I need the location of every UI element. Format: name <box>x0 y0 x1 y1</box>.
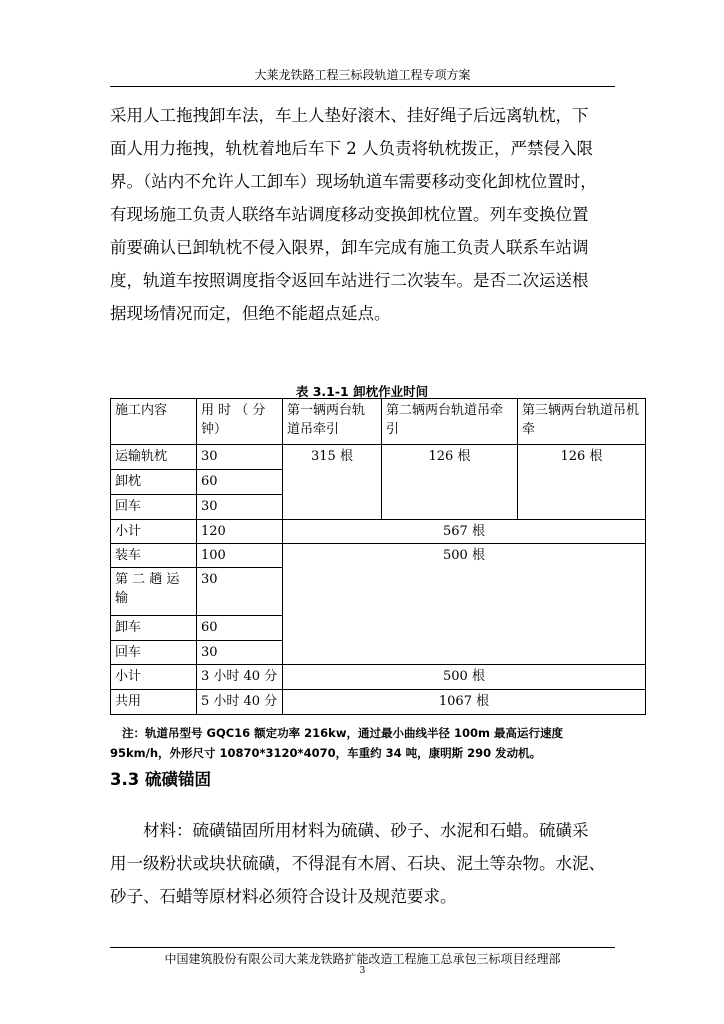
task-cell: 回车 <box>111 641 197 665</box>
section-title: 硫磺锚固 <box>144 770 211 789</box>
task-cell: 共用 <box>111 690 197 715</box>
table-header-row <box>111 399 646 445</box>
text-line: 界。（站内不允许人工卸车）现场轨道车需要移动变化卸枕位置时， <box>110 172 597 191</box>
task-cell: 小计 <box>111 520 197 544</box>
time-cell: 60 <box>197 470 283 495</box>
time-cell: 30 <box>197 445 283 470</box>
time-cell: 30 <box>197 568 283 616</box>
task-cell: 卸车 <box>111 616 197 641</box>
header-cell: 第二辆两台轨道吊牵引 <box>382 399 518 445</box>
footer-divider <box>110 947 615 948</box>
section-heading <box>110 766 211 790</box>
time-cell: 100 <box>197 544 283 568</box>
time-cell: 120 <box>197 520 283 544</box>
note-line: 95km/h，外形尺寸 10870*3120*4070，车重约 34 吨，康明斯 290 发动机。 <box>110 746 542 760</box>
header-cell: 第三辆两台轨道吊机牵 <box>518 399 646 445</box>
page-header: 大莱龙铁路工程三标段轨道工程专项方案 <box>254 68 471 82</box>
task-cell: 卸枕 <box>111 470 197 495</box>
page-footer: 中国建筑股份有限公司大莱龙铁路扩能改造工程施工总承包三标项目经理部 <box>164 952 561 966</box>
count-cell: 500 根 <box>283 544 646 665</box>
material-paragraph <box>110 814 620 913</box>
text-line: 据现场情况而定，但绝不能超点延点。 <box>110 304 391 323</box>
table-row <box>111 520 646 544</box>
unloading-time-table <box>110 398 646 715</box>
header-cell: 第一辆两台轨道吊牵引 <box>283 399 382 445</box>
table-row <box>111 544 646 568</box>
note-line: 注：轨道吊型号 GQC16 额定功率 216kw，通过最小曲线半径 100m 最高运行速度 <box>122 726 563 740</box>
header-divider <box>110 86 615 87</box>
time-cell: 60 <box>197 616 283 641</box>
time-cell: 3 小时 40 分 <box>197 665 283 690</box>
text-line: 有现场施工负责人联络车站调度移动变换卸枕位置。列车变换位置 <box>110 205 589 224</box>
task-cell: 小计 <box>111 665 197 690</box>
task-cell: 装车 <box>111 544 197 568</box>
task-cell: 第 二 趟 运输 <box>111 568 197 616</box>
text-line: 采用人工拖拽卸车法，车上人垫好滚木、挂好绳子后远离轨枕，下 <box>110 106 589 125</box>
header-cell: 施工内容 <box>111 399 197 445</box>
subtotal-cell: 567 根 <box>283 520 646 544</box>
text-line: 面人用力拖拽，轨枕着地后车下 2 人负责将轨枕拨正，严禁侵入限 <box>110 139 593 158</box>
count-cell: 126 根 <box>382 445 518 520</box>
text-line: 前要确认已卸轨枕不侵入限界，卸车完成有施工负责人联系车站调 <box>110 238 589 257</box>
count-cell: 315 根 <box>283 445 382 520</box>
subtotal-cell: 500 根 <box>283 665 646 690</box>
intro-paragraph <box>110 99 620 330</box>
time-cell: 30 <box>197 641 283 665</box>
header-cell: 用 时 （ 分钟） <box>197 399 283 445</box>
page-number: 3 <box>359 966 366 976</box>
text-line: 度，轨道车按照调度指令返回车站进行二次装车。是否二次运送根 <box>110 271 589 290</box>
table-note <box>110 723 635 763</box>
time-cell: 30 <box>197 495 283 520</box>
table-row <box>111 690 646 715</box>
text-line: 材料：硫磺锚固所用材料为硫磺、砂子、水泥和石蜡。硫磺采 <box>143 821 589 840</box>
text-line: 用一级粉状或块状硫磺，不得混有木屑、石块、泥土等杂物。水泥、 <box>110 854 605 873</box>
section-number: 3.3 <box>110 770 140 789</box>
time-cell: 5 小时 40 分 <box>197 690 283 715</box>
task-cell: 回车 <box>111 495 197 520</box>
text-line: 砂子、石蜡等原材料必须符合设计及规范要求。 <box>110 887 457 906</box>
table-row <box>111 665 646 690</box>
total-cell: 1067 根 <box>283 690 646 715</box>
table-caption: 表 3.1-1 卸枕作业时间 <box>295 384 429 399</box>
table-row <box>111 445 646 470</box>
task-cell: 运输轨枕 <box>111 445 197 470</box>
count-cell: 126 根 <box>518 445 646 520</box>
